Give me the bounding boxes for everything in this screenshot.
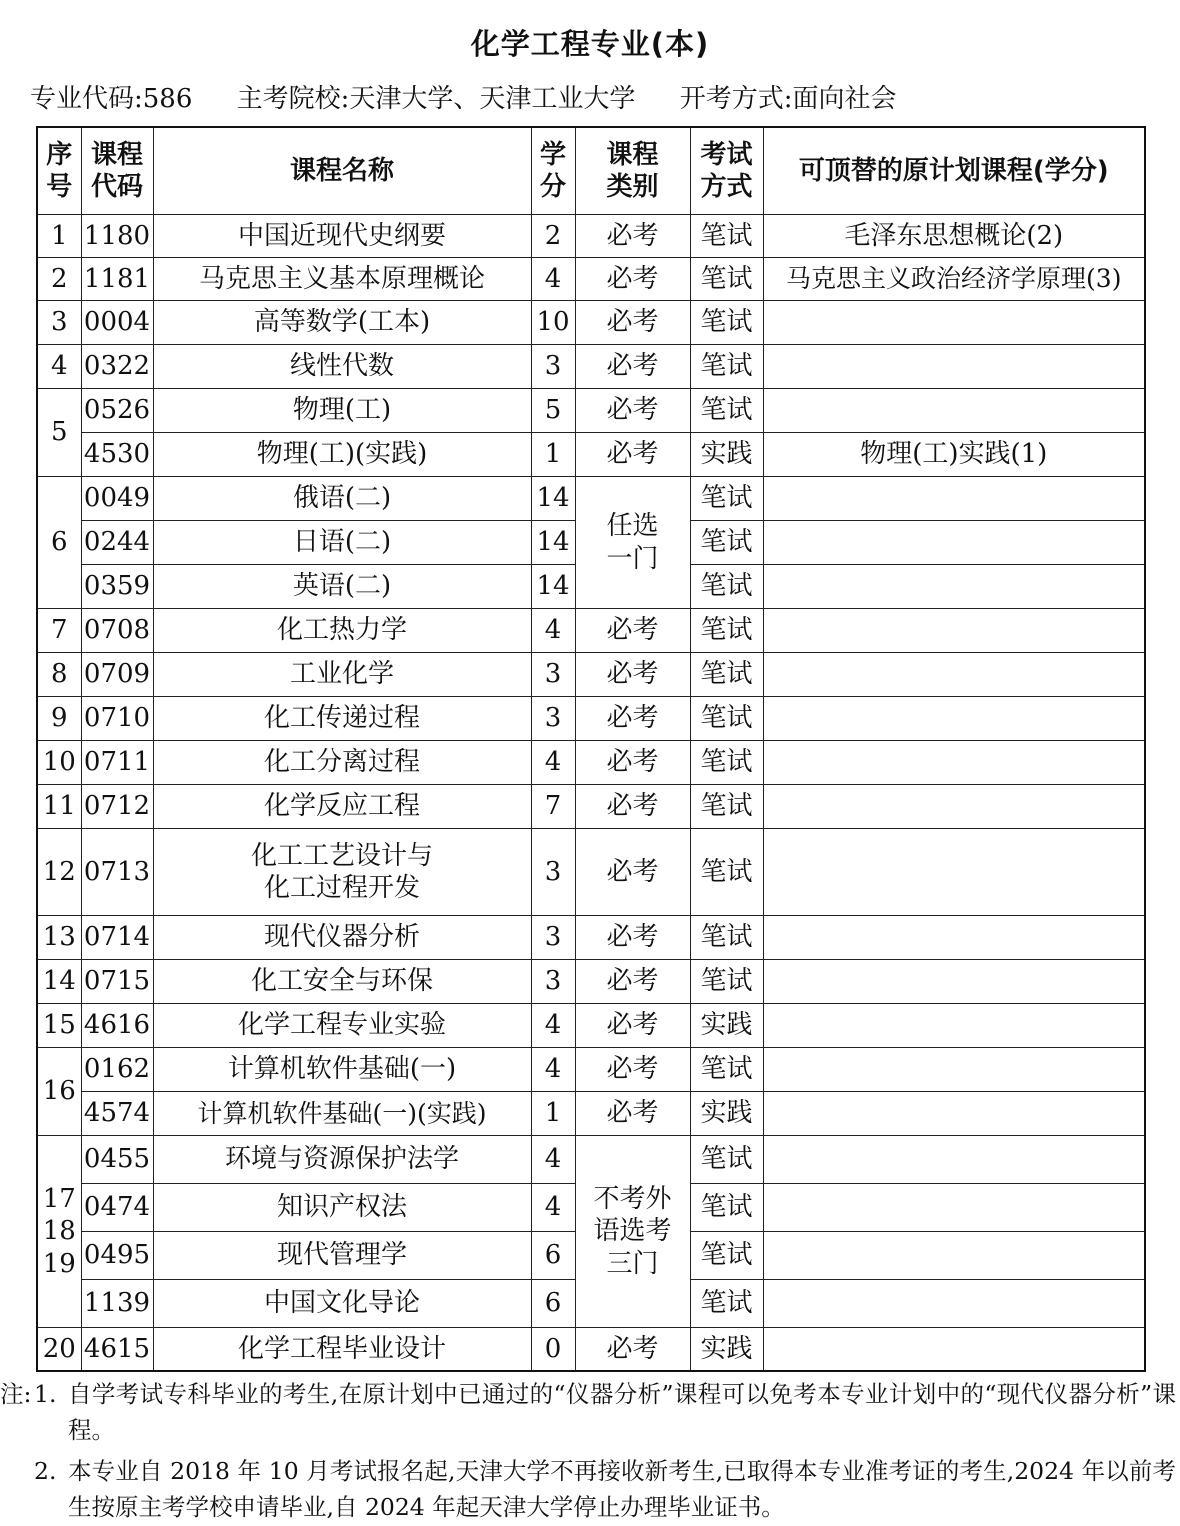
cell-credit: 14: [531, 477, 575, 521]
cell-exam: 笔试: [690, 609, 763, 653]
cell-code: 1180: [81, 215, 153, 258]
table-row: [37, 785, 1145, 829]
table-row: [37, 960, 1145, 1004]
table-header-row: [37, 127, 1145, 215]
table-row: [37, 389, 1145, 433]
cell-code: 0708: [81, 609, 153, 653]
cell-exam: 笔试: [690, 345, 763, 389]
cell-replace: [763, 785, 1145, 829]
cell-code: 0711: [81, 741, 153, 785]
cell-replace: [763, 345, 1145, 389]
cell-credit: 1: [531, 1092, 575, 1136]
cell-credit: 4: [531, 741, 575, 785]
cell-exam: 实践: [690, 1004, 763, 1048]
cell-credit: 6: [531, 1280, 575, 1328]
cell-code: 4616: [81, 1004, 153, 1048]
cell-seq: 3: [37, 301, 81, 345]
cell-replace: [763, 301, 1145, 345]
cell-exam: 笔试: [690, 1280, 763, 1328]
cell-name: 现代仪器分析: [153, 916, 531, 960]
cell-code: 0714: [81, 916, 153, 960]
cell-code: 0162: [81, 1048, 153, 1092]
cell-name: 马克思主义基本原理概论: [153, 258, 531, 301]
cell-type: 必考: [575, 1004, 690, 1048]
cell-name: 计算机软件基础(一): [153, 1048, 531, 1092]
cell-name: 中国文化导论: [153, 1280, 531, 1328]
cell-type: 必考: [575, 389, 690, 433]
cell-credit: 6: [531, 1232, 575, 1280]
cell-replace: [763, 609, 1145, 653]
table-row: [37, 301, 1145, 345]
table-row: [37, 916, 1145, 960]
cell-name: 英语(二): [153, 565, 531, 609]
table-row: [37, 741, 1145, 785]
cell-exam: 笔试: [690, 565, 763, 609]
cell-type: 必考: [575, 916, 690, 960]
cell-seq: 11: [37, 785, 81, 829]
cell-credit: 3: [531, 697, 575, 741]
cell-type: 必考: [575, 1092, 690, 1136]
cell-exam: 笔试: [690, 1232, 763, 1280]
cell-seq: 5: [37, 389, 81, 477]
cell-type: 必考: [575, 697, 690, 741]
table-row: [37, 258, 1145, 301]
cell-code: 0715: [81, 960, 153, 1004]
cell-type: 必考: [575, 345, 690, 389]
note-item: [0, 1453, 1180, 1526]
cell-name: 化工热力学: [153, 609, 531, 653]
cell-seq: 2: [37, 258, 81, 301]
cell-code: 0322: [81, 345, 153, 389]
cell-type: 必考: [575, 960, 690, 1004]
cell-seq: 20: [37, 1328, 81, 1371]
cell-name: 化工分离过程: [153, 741, 531, 785]
cell-name: 工业化学: [153, 653, 531, 697]
cell-replace: [763, 741, 1145, 785]
cell-name: 环境与资源保护法学: [153, 1136, 531, 1184]
cell-name: 化学工程专业实验: [153, 1004, 531, 1048]
cell-credit: 4: [531, 1004, 575, 1048]
cell-credit: 14: [531, 565, 575, 609]
cell-exam: 笔试: [690, 697, 763, 741]
note-text: 自学考试专科毕业的考生,在原计划中已通过的“仪器分析”课程可以免考本专业计划中的“现代仪器分析”课程。: [68, 1380, 1176, 1445]
cell-credit: 0: [531, 1328, 575, 1371]
cell-type-elective: 任选 一门: [575, 477, 690, 609]
cell-exam: 笔试: [690, 521, 763, 565]
cell-exam: 实践: [690, 433, 763, 477]
cell-credit: 4: [531, 609, 575, 653]
cell-code: 1181: [81, 258, 153, 301]
table-row: [37, 1048, 1145, 1092]
cell-type: 必考: [575, 653, 690, 697]
cell-credit: 1: [531, 433, 575, 477]
cell-credit: 4: [531, 1048, 575, 1092]
cell-credit: 3: [531, 960, 575, 1004]
exam-schools: 主考院校:天津大学、天津工业大学: [236, 84, 636, 114]
header-exam: 考试 方式: [690, 127, 763, 215]
exam-mode: 开考方式:面向社会: [679, 84, 897, 114]
cell-code: 0712: [81, 785, 153, 829]
course-plan-table: [36, 126, 1146, 1372]
cell-exam: 笔试: [690, 477, 763, 521]
cell-name: 知识产权法: [153, 1184, 531, 1232]
cell-code: 0713: [81, 829, 153, 916]
cell-seq-group: 17 18 19: [37, 1136, 81, 1328]
cell-seq: 15: [37, 1004, 81, 1048]
cell-seq: 12: [37, 829, 81, 916]
note-item: [0, 1376, 1180, 1449]
cell-exam: 笔试: [690, 916, 763, 960]
cell-exam: 笔试: [690, 301, 763, 345]
cell-name: 高等数学(工本): [153, 301, 531, 345]
cell-type: 必考: [575, 433, 690, 477]
table-row: [37, 345, 1145, 389]
header-replace: 可顶替的原计划课程(学分): [763, 127, 1145, 215]
note-text: 本专业自 2018 年 10 月考试报名起,天津大学不再接收新考生,已取得本专业准考证的考生,2024 年以前考生按原主考学校申请毕业,自 2024 年起天津大学停止办理毕业证书。: [68, 1456, 1176, 1522]
cell-credit: 3: [531, 345, 575, 389]
cell-code: 0244: [81, 521, 153, 565]
cell-replace: [763, 1004, 1145, 1048]
cell-seq: 6: [37, 477, 81, 609]
cell-code: 0359: [81, 565, 153, 609]
cell-name: 化学工程毕业设计: [153, 1328, 531, 1371]
cell-exam: 笔试: [690, 1048, 763, 1092]
cell-seq: 7: [37, 609, 81, 653]
table-row: [37, 215, 1145, 258]
cell-replace: [763, 1280, 1145, 1328]
cell-code: 0710: [81, 697, 153, 741]
cell-seq: 13: [37, 916, 81, 960]
major-code: 专业代码:586: [30, 84, 193, 114]
note-number: 2.: [34, 1456, 57, 1485]
cell-exam: 实践: [690, 1092, 763, 1136]
cell-seq: 9: [37, 697, 81, 741]
cell-exam: 笔试: [690, 215, 763, 258]
cell-name: 中国近现代史纲要: [153, 215, 531, 258]
cell-name: 化工工艺设计与 化工过程开发: [153, 829, 531, 916]
cell-code: 1139: [81, 1280, 153, 1328]
notes-prefix: 注:: [0, 1380, 32, 1408]
cell-replace: [763, 1328, 1145, 1371]
table-row: [37, 1136, 1145, 1184]
notes-section: [0, 1376, 1180, 1526]
table-row: [37, 653, 1145, 697]
cell-exam: 笔试: [690, 653, 763, 697]
table-row: [37, 1328, 1145, 1371]
cell-replace: [763, 960, 1145, 1004]
cell-code: 0709: [81, 653, 153, 697]
cell-name: 线性代数: [153, 345, 531, 389]
cell-credit: 3: [531, 829, 575, 916]
cell-replace: [763, 697, 1145, 741]
cell-replace: [763, 565, 1145, 609]
cell-code: 0049: [81, 477, 153, 521]
cell-name: 现代管理学: [153, 1232, 531, 1280]
cell-replace: [763, 916, 1145, 960]
note-number: 1.: [34, 1380, 57, 1408]
cell-code: 4574: [81, 1092, 153, 1136]
cell-type: 必考: [575, 1048, 690, 1092]
cell-credit: 2: [531, 215, 575, 258]
cell-code: 0004: [81, 301, 153, 345]
cell-exam: 笔试: [690, 829, 763, 916]
cell-name: 化学反应工程: [153, 785, 531, 829]
header-seq: 序 号: [37, 127, 81, 215]
major-meta: [30, 78, 1160, 115]
cell-exam: 笔试: [690, 1136, 763, 1184]
cell-seq: 1: [37, 215, 81, 258]
cell-replace: [763, 1092, 1145, 1136]
cell-replace: [763, 521, 1145, 565]
cell-replace: [763, 1184, 1145, 1232]
cell-credit: 4: [531, 1184, 575, 1232]
cell-credit: 3: [531, 916, 575, 960]
table-row: [37, 433, 1145, 477]
cell-replace: 毛泽东思想概论(2): [763, 215, 1145, 258]
cell-seq: 10: [37, 741, 81, 785]
cell-credit: 7: [531, 785, 575, 829]
header-type: 课程 类别: [575, 127, 690, 215]
cell-replace: 物理(工)实践(1): [763, 433, 1145, 477]
cell-replace: [763, 653, 1145, 697]
cell-name: 化工安全与环保: [153, 960, 531, 1004]
cell-seq: 8: [37, 653, 81, 697]
page-title: 化学工程专业(本): [470, 27, 710, 61]
cell-name: 化工传递过程: [153, 697, 531, 741]
cell-type: 必考: [575, 258, 690, 301]
cell-exam: 笔试: [690, 389, 763, 433]
cell-type: 必考: [575, 829, 690, 916]
cell-seq: 16: [37, 1048, 81, 1136]
cell-replace: 马克思主义政治经济学原理(3): [763, 258, 1145, 301]
cell-exam: 实践: [690, 1328, 763, 1371]
cell-name: 俄语(二): [153, 477, 531, 521]
cell-credit: 10: [531, 301, 575, 345]
header-name: 课程名称: [153, 127, 531, 215]
cell-exam: 笔试: [690, 258, 763, 301]
table-row: [37, 609, 1145, 653]
cell-credit: 5: [531, 389, 575, 433]
cell-type: 必考: [575, 301, 690, 345]
cell-exam: 笔试: [690, 960, 763, 1004]
cell-name: 物理(工): [153, 389, 531, 433]
table-row: [37, 829, 1145, 916]
cell-replace: [763, 829, 1145, 916]
cell-replace: [763, 1048, 1145, 1092]
cell-replace: [763, 1232, 1145, 1280]
cell-replace: [763, 389, 1145, 433]
header-code: 课程 代码: [81, 127, 153, 215]
cell-name: 计算机软件基础(一)(实践): [153, 1092, 531, 1136]
cell-code: 0455: [81, 1136, 153, 1184]
cell-seq: 14: [37, 960, 81, 1004]
cell-replace: [763, 477, 1145, 521]
cell-type: 必考: [575, 609, 690, 653]
table-row: [37, 697, 1145, 741]
table-row: [37, 477, 1145, 521]
cell-code: 0526: [81, 389, 153, 433]
cell-replace: [763, 1136, 1145, 1184]
cell-credit: 3: [531, 653, 575, 697]
cell-credit: 4: [531, 1136, 575, 1184]
cell-type-elective: 不考外 语选考 三门: [575, 1136, 690, 1328]
table-row: [37, 1092, 1145, 1136]
header-credit: 学 分: [531, 127, 575, 215]
cell-type: 必考: [575, 215, 690, 258]
cell-exam: 笔试: [690, 741, 763, 785]
table-row: [37, 1004, 1145, 1048]
cell-type: 必考: [575, 1328, 690, 1371]
cell-name: 物理(工)(实践): [153, 433, 531, 477]
cell-code: 0474: [81, 1184, 153, 1232]
cell-exam: 笔试: [690, 785, 763, 829]
cell-seq: 4: [37, 345, 81, 389]
cell-type: 必考: [575, 741, 690, 785]
cell-credit: 4: [531, 258, 575, 301]
cell-code: 0495: [81, 1232, 153, 1280]
cell-type: 必考: [575, 785, 690, 829]
cell-code: 4530: [81, 433, 153, 477]
cell-exam: 笔试: [690, 1184, 763, 1232]
cell-name: 日语(二): [153, 521, 531, 565]
cell-code: 4615: [81, 1328, 153, 1371]
cell-credit: 14: [531, 521, 575, 565]
